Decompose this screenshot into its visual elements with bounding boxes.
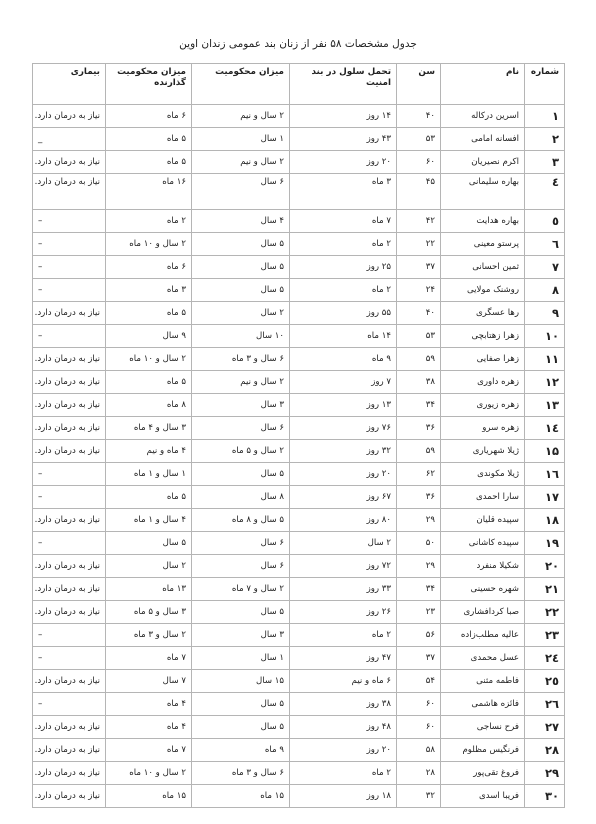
cell-age: ۵۴ [397,670,441,693]
cell-solitary: ۵۵ روز [290,302,397,325]
cell-name: زهره زیوری [441,394,525,417]
cell-age: ۵۹ [397,348,441,371]
cell-num: ۲٥ [525,670,565,693]
cell-name: صبا کردافشاری [441,601,525,624]
cell-illness: نیاز به درمان دارد. [33,509,106,532]
cell-name: زهرا صفایی [441,348,525,371]
cell-sentence: ۵ سال و ۸ ماه [192,509,290,532]
cell-name: فرنگیس مظلوم [441,739,525,762]
cell-age: ۵۰ [397,532,441,555]
cell-name: اسرین درکاله [441,105,525,128]
table-row [33,151,565,174]
cell-sentence: ۱۰ سال [192,325,290,348]
cell-age: ۳۴ [397,394,441,417]
cell-num: ۲۹ [525,762,565,785]
table-row [33,105,565,128]
cell-solitary: ۳ ماه [290,174,397,210]
cell-age: ۴۵ [397,174,441,210]
cell-served: ۲ ماه [106,210,192,233]
cell-num: ۱٦ [525,463,565,486]
cell-served: ۸ ماه [106,394,192,417]
cell-sentence: ۵ سال [192,693,290,716]
cell-age: ۲۹ [397,555,441,578]
cell-served: ۴ سال و ۱ ماه [106,509,192,532]
table-row [33,394,565,417]
cell-solitary: ۱۳ روز [290,394,397,417]
cell-solitary: ۲۰ روز [290,463,397,486]
cell-served: ۲ سال و ۱۰ ماه [106,762,192,785]
table-row [33,578,565,601]
cell-illness: نیاز به درمان دارد. [33,716,106,739]
cell-num: ۲۷ [525,716,565,739]
table-row [33,785,565,808]
cell-name: افسانه امامی [441,128,525,151]
cell-age: ۴۰ [397,302,441,325]
table-row [33,279,565,302]
cell-served: ۴ ماه [106,693,192,716]
cell-solitary: ۲ ماه [290,762,397,785]
table-body [33,105,565,808]
cell-age: ۶۰ [397,693,441,716]
table-row [33,256,565,279]
cell-served: ۲ سال و ۳ ماه [106,624,192,647]
table-row [33,624,565,647]
header-illness: بیماری [33,64,106,105]
table-row [33,670,565,693]
cell-age: ۵۳ [397,325,441,348]
cell-sentence: ۶ سال [192,417,290,440]
cell-num: ۳۰ [525,785,565,808]
cell-num: ۱۰ [525,325,565,348]
cell-solitary: ۴۷ روز [290,647,397,670]
cell-sentence: ۳ سال [192,394,290,417]
cell-age: ۵۳ [397,128,441,151]
table-row [33,417,565,440]
table-row [33,325,565,348]
cell-illness: – [33,647,106,670]
cell-illness: نیاز به درمان دارد. [33,417,106,440]
cell-solitary: ۳۳ روز [290,578,397,601]
cell-served: ۹ سال [106,325,192,348]
cell-age: ۶۰ [397,716,441,739]
cell-num: ٤ [525,174,565,210]
cell-num: ۲۳ [525,624,565,647]
cell-sentence: ۵ سال [192,463,290,486]
table-row [33,302,565,325]
header-served: میزان محکومیت گذارنده [106,64,192,105]
cell-name: زهرا زهتابچی [441,325,525,348]
cell-served: ۵ ماه [106,486,192,509]
cell-illness: – [33,256,106,279]
cell-solitary: ۳۲ روز [290,440,397,463]
cell-illness: – [33,325,106,348]
cell-solitary: ۲۵ روز [290,256,397,279]
cell-name: شکیلا منفرد [441,555,525,578]
cell-solitary: ۴۳ روز [290,128,397,151]
header-name: نام [441,64,525,105]
cell-solitary: ۱۸ روز [290,785,397,808]
cell-name: رها عسگری [441,302,525,325]
cell-sentence: ۱۵ ماه [192,785,290,808]
cell-solitary: ۷ ماه [290,210,397,233]
header-num: شماره [525,64,565,105]
cell-illness: – [33,463,106,486]
cell-served: ۲ سال و ۱۰ ماه [106,233,192,256]
cell-served: ۶ ماه [106,105,192,128]
cell-illness: نیاز به درمان دارد. [33,670,106,693]
cell-sentence: ۱ سال [192,128,290,151]
cell-name: بهاره سلیمانی [441,174,525,210]
cell-sentence: ۲ سال و ۷ ماه [192,578,290,601]
cell-name: بهاره هدایت [441,210,525,233]
cell-num: ۸ [525,279,565,302]
cell-solitary: ۲۶ روز [290,601,397,624]
cell-age: ۲۳ [397,601,441,624]
cell-illness: نیاز به درمان دارد. [33,785,106,808]
cell-name: سپیده کاشانی [441,532,525,555]
cell-num: ۲ [525,128,565,151]
cell-name: فرح نساجی [441,716,525,739]
cell-served: ۵ ماه [106,302,192,325]
cell-age: ۵۹ [397,440,441,463]
cell-illness: نیاز به درمان دارد. [33,762,106,785]
cell-illness: نیاز به درمان دارد. [33,348,106,371]
cell-served: ۲ سال و ۱۰ ماه [106,348,192,371]
cell-num: ١٤ [525,417,565,440]
cell-name: فروغ تقی‌پور [441,762,525,785]
cell-illness: _ [33,128,106,151]
table-row [33,174,565,210]
cell-num: ۲٦ [525,693,565,716]
cell-served: ۷ ماه [106,647,192,670]
cell-sentence: ۲ سال و نیم [192,151,290,174]
cell-name: اکرم نصیریان [441,151,525,174]
table-row [33,463,565,486]
cell-age: ۴۲ [397,210,441,233]
cell-sentence: ۹ ماه [192,739,290,762]
table-title: جدول مشخصات ۵۸ نفر از زنان بند عمومی زندان اوین [179,38,417,50]
cell-num: ۱ [525,105,565,128]
table-row [33,762,565,785]
cell-num: ۲۱ [525,578,565,601]
cell-served: ۲ سال [106,555,192,578]
cell-served: ۱ سال و ۱ ماه [106,463,192,486]
cell-solitary: ۱۴ ماه [290,325,397,348]
cell-num: ۳ [525,151,565,174]
cell-name: زهره سرو [441,417,525,440]
table-row [33,601,565,624]
cell-served: ۴ ماه [106,716,192,739]
cell-age: ۲۹ [397,509,441,532]
cell-illness: – [33,279,106,302]
cell-illness: نیاز به درمان دارد. [33,601,106,624]
cell-solitary: ۸۰ روز [290,509,397,532]
cell-illness: – [33,210,106,233]
cell-age: ۲۸ [397,762,441,785]
cell-num: ۷ [525,256,565,279]
table-row [33,647,565,670]
cell-sentence: ۵ سال [192,233,290,256]
cell-illness: – [33,233,106,256]
cell-sentence: ۳ سال [192,624,290,647]
cell-num: ٥ [525,210,565,233]
cell-age: ۶۰ [397,151,441,174]
cell-sentence: ۶ سال و ۳ ماه [192,762,290,785]
cell-name: فاطمه مثنی [441,670,525,693]
cell-age: ۳۶ [397,486,441,509]
cell-served: ۵ سال [106,532,192,555]
cell-served: ۴ ماه و نیم [106,440,192,463]
cell-solitary: ۲ ماه [290,279,397,302]
cell-num: ۱۲ [525,371,565,394]
table-row [33,716,565,739]
cell-served: ۶ ماه [106,256,192,279]
cell-sentence: ۱۵ سال [192,670,290,693]
cell-solitary: ۳۸ روز [290,693,397,716]
cell-num: ۲۲ [525,601,565,624]
cell-served: ۷ ماه [106,739,192,762]
cell-served: ۷ سال [106,670,192,693]
header-age: سن [397,64,441,105]
cell-age: ۶۲ [397,463,441,486]
cell-solitary: ۶ ماه و نیم [290,670,397,693]
cell-sentence: ۴ سال [192,210,290,233]
cell-name: سپیده قلیان [441,509,525,532]
cell-age: ۳۲ [397,785,441,808]
cell-served: ۱۵ ماه [106,785,192,808]
cell-solitary: ۲ ماه [290,233,397,256]
cell-sentence: ۱ سال [192,647,290,670]
cell-illness: نیاز به درمان دارد. [33,302,106,325]
cell-name: عسل محمدی [441,647,525,670]
table-row [33,128,565,151]
cell-illness: نیاز به درمان دارد. [33,578,106,601]
cell-age: ۳۷ [397,647,441,670]
cell-age: ۳۴ [397,578,441,601]
cell-name: سارا احمدی [441,486,525,509]
cell-illness: – [33,624,106,647]
table-row [33,509,565,532]
cell-age: ۳۷ [397,256,441,279]
cell-name: ژیلا مکوندی [441,463,525,486]
header-sentence: میزان محکومیت [192,64,290,105]
header-row [33,64,565,105]
cell-illness: نیاز به درمان دارد. [33,739,106,762]
cell-solitary: ۲۰ روز [290,739,397,762]
cell-solitary: ۷ روز [290,371,397,394]
cell-name: روشنک مولایی [441,279,525,302]
cell-name: زهره داوری [441,371,525,394]
table-row [33,440,565,463]
cell-solitary: ۷۲ روز [290,555,397,578]
cell-num: ۲۰ [525,555,565,578]
cell-age: ۵۸ [397,739,441,762]
cell-sentence: ۲ سال [192,302,290,325]
cell-sentence: ۶ سال [192,555,290,578]
cell-num: ۲٤ [525,647,565,670]
cell-sentence: ۵ سال [192,601,290,624]
cell-solitary: ۲ ماه [290,624,397,647]
table-row [33,486,565,509]
table-row [33,739,565,762]
cell-served: ۱۶ ماه [106,174,192,210]
prisoners-table [32,63,565,808]
cell-name: ژیلا شهریاری [441,440,525,463]
cell-served: ۳ ماه [106,279,192,302]
cell-sentence: ۶ سال [192,174,290,210]
cell-age: ۲۴ [397,279,441,302]
cell-solitary: ۶۷ روز [290,486,397,509]
table-row [33,233,565,256]
cell-served: ۵ ماه [106,151,192,174]
table-row [33,371,565,394]
table-row [33,693,565,716]
cell-sentence: ۲ سال و نیم [192,371,290,394]
cell-name: ثمین احسانی [441,256,525,279]
cell-num: ۹ [525,302,565,325]
cell-name: پرستو معینی [441,233,525,256]
cell-name: شهره حسینی [441,578,525,601]
cell-num: ٦ [525,233,565,256]
cell-served: ۱۳ ماه [106,578,192,601]
cell-sentence: ۲ سال و نیم [192,105,290,128]
table-row [33,532,565,555]
cell-age: ۳۶ [397,417,441,440]
table-row [33,210,565,233]
cell-num: ۲۸ [525,739,565,762]
cell-solitary: ۲ سال [290,532,397,555]
cell-solitary: ۲۰ روز [290,151,397,174]
cell-illness: – [33,532,106,555]
cell-illness: نیاز به درمان دارد. [33,105,106,128]
table-row [33,348,565,371]
cell-solitary: ۱۴ روز [290,105,397,128]
cell-num: ۱۱ [525,348,565,371]
cell-illness: – [33,693,106,716]
cell-num: ۱۷ [525,486,565,509]
cell-sentence: ۶ سال [192,532,290,555]
cell-served: ۵ ماه [106,371,192,394]
cell-illness: نیاز به درمان دارد. [33,394,106,417]
cell-illness: نیاز به درمان دارد. [33,174,106,210]
cell-served: ۵ ماه [106,128,192,151]
cell-name: فریبا اسدی [441,785,525,808]
cell-served: ۳ سال و ۴ ماه [106,417,192,440]
cell-sentence: ۵ سال [192,279,290,302]
cell-sentence: ۵ سال [192,716,290,739]
cell-solitary: ۹ ماه [290,348,397,371]
table-row [33,555,565,578]
cell-num: ۱۳ [525,394,565,417]
cell-name: عالیه مطلب‌زاده [441,624,525,647]
cell-name: فائزه هاشمی [441,693,525,716]
cell-illness: نیاز به درمان دارد. [33,440,106,463]
cell-illness: – [33,486,106,509]
cell-sentence: ۸ سال [192,486,290,509]
cell-solitary: ۴۸ روز [290,716,397,739]
cell-served: ۳ سال و ۵ ماه [106,601,192,624]
cell-sentence: ۵ سال [192,256,290,279]
cell-illness: نیاز به درمان دارد. [33,555,106,578]
cell-num: ۱۸ [525,509,565,532]
header-solitary: تحمل سلول در بند امنیت [290,64,397,105]
cell-num: ۱۵ [525,440,565,463]
cell-solitary: ۷۶ روز [290,417,397,440]
cell-illness: نیاز به درمان دارد. [33,151,106,174]
cell-age: ۵۶ [397,624,441,647]
cell-illness: نیاز به درمان دارد. [33,371,106,394]
cell-age: ۴۰ [397,105,441,128]
cell-num: ۱۹ [525,532,565,555]
cell-sentence: ۲ سال و ۵ ماه [192,440,290,463]
cell-age: ۲۲ [397,233,441,256]
cell-age: ۳۸ [397,371,441,394]
cell-sentence: ۶ سال و ۳ ماه [192,348,290,371]
